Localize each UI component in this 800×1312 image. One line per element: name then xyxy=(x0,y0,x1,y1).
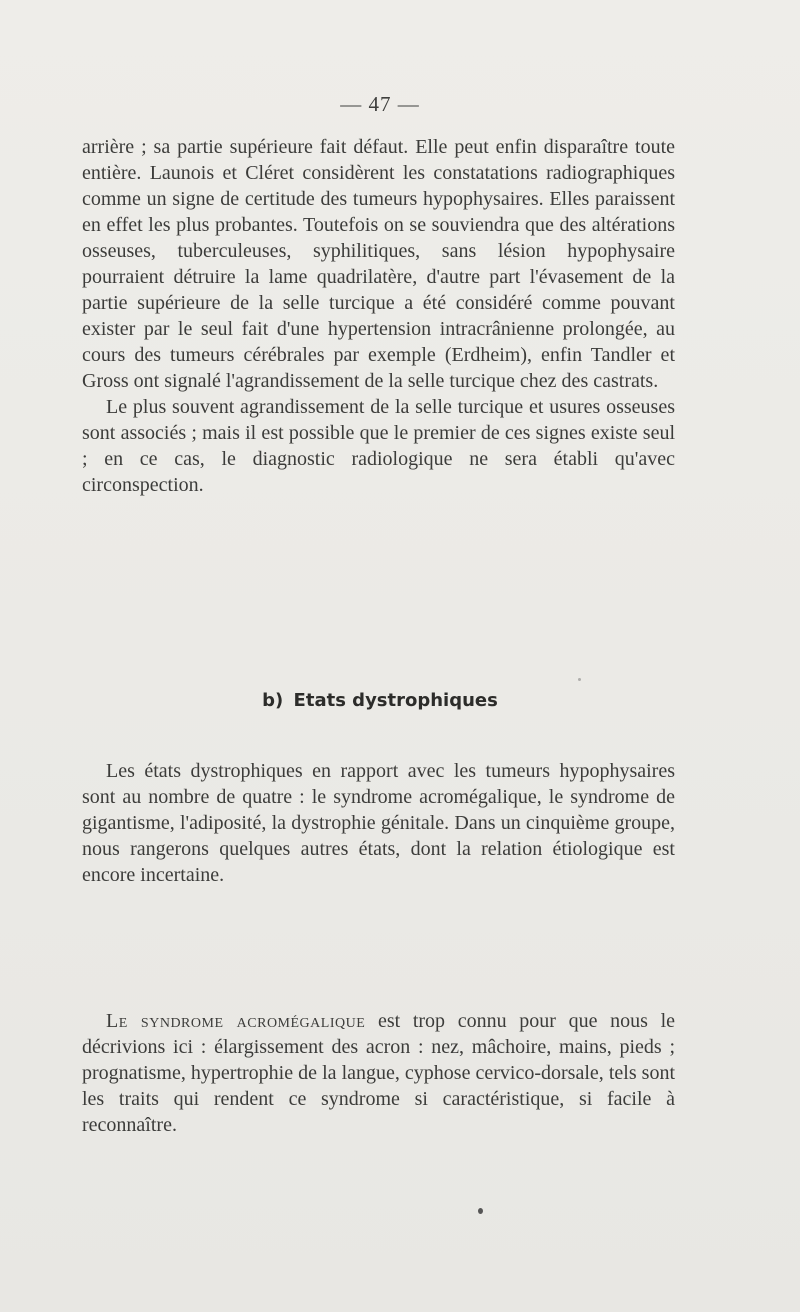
paragraph-dystrophic-states: Les états dystrophiques en rapport avec les tumeurs hypophysaires sont au nombre de quatre : le syndrome acromégalique, le syndrome de gigantisme, l'adiposité, la dystrophie génitale. Dans un cinquième groupe, nous rangerons quelques autres états, dont la relation étiologique est encore incertaine. xyxy=(82,760,675,886)
section-title: Etats dystrophiques xyxy=(293,690,498,711)
section-heading xyxy=(0,690,760,711)
ink-speck xyxy=(578,678,581,681)
paragraph-continuation: arrière ; sa partie supérieure fait défaut. Elle peut enfin disparaître toute entière. Launois et Cléret considèrent les constatations radiographiques comme un signe de certitude des tumeurs hypophysaires. Elles paraissent en effet les plus probantes. Toutefois on se souviendra que des altérations osseuses, tuberculeuses, syphilitiques, sans lésion hypophysaire pourraient détruire la lame quadrilatère, d'autre part l'évasement de la partie supérieure de la selle turcique a été considéré comme pouvant exister par le seul fait d'une hypertension intracrânienne prolongée, au cours des tumeurs cérébrales par exemple (Erdheim), enfin Tandler et Gross ont signalé l'agrandissement de la selle turcique chez des castrats. xyxy=(82,136,675,392)
page-number: — 47 — xyxy=(340,92,420,116)
body-text-acromegaly xyxy=(82,1008,675,1138)
body-text-intro xyxy=(82,758,675,888)
paragraph-acromegaly xyxy=(82,1008,675,1138)
body-text-top xyxy=(82,134,675,498)
section-marker: b) xyxy=(262,690,284,711)
ink-speck xyxy=(478,1208,483,1214)
acromegaly-text: est trop connu pour que nous le décrivions ici : élargissement des acron : nez, mâchoire, mains, pieds ; prognatisme, hypertrophie de la langue, cyphose cervico-dorsale, tels sont les traits qui rendent ce syndrome si caractéristique, si facile à reconnaître. xyxy=(82,1010,676,1136)
acromegaly-lead: Le syndrome acromégalique xyxy=(106,1010,366,1032)
paragraph-association: Le plus souvent agrandissement de la selle turcique et usures osseuses sont associés ; mais il est possible que le premier de ces signes existe seul ; en ce cas, le diagnostic radiologique ne sera établi qu'avec circonspection. xyxy=(82,396,675,496)
